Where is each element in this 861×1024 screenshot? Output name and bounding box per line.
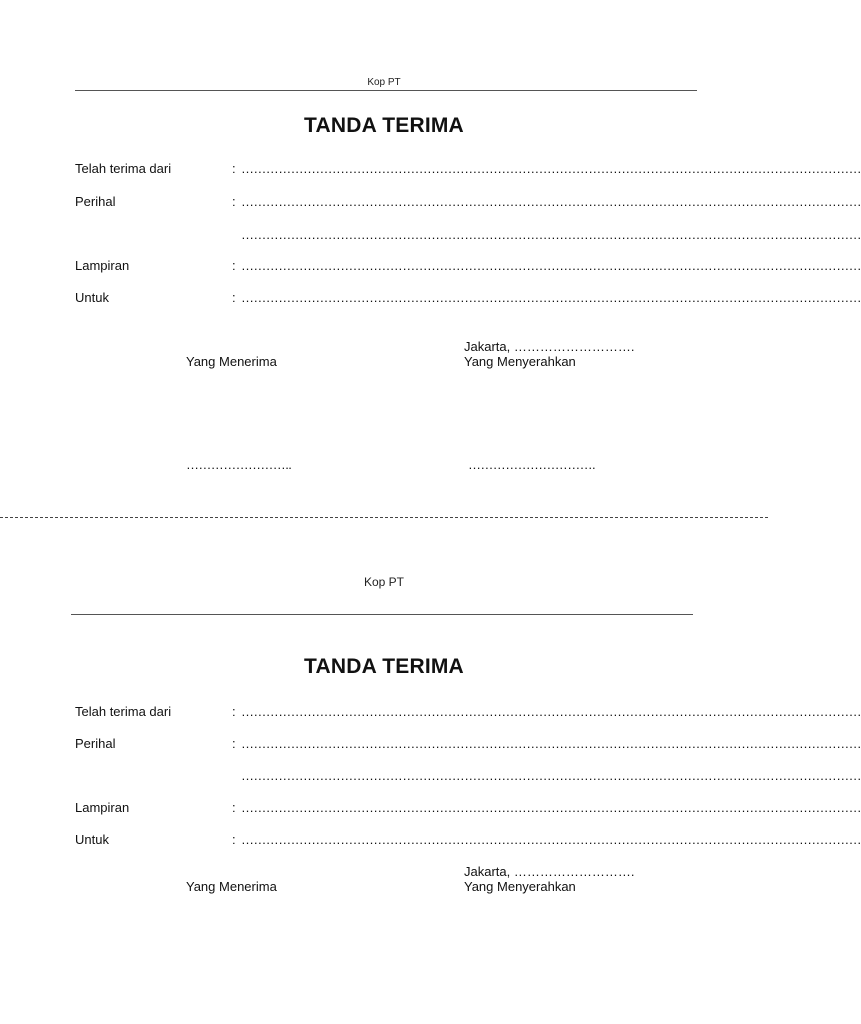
top-label-telah-terima-dari: Telah terima dari xyxy=(75,161,172,176)
top-colon-untuk: : xyxy=(232,290,236,305)
bottom-kop-pt: Kop PT xyxy=(363,575,405,589)
bottom-colon-lampiran: : xyxy=(232,800,236,815)
top-fill-perihal: …………………………………………………………………………………………………………………………………… xyxy=(241,194,861,209)
top-giver-sign-line: …………………………. xyxy=(468,457,596,472)
top-fill-telah-terima-dari: …………………………………………………………………………………………………………………………………… xyxy=(241,161,861,176)
top-title: TANDA TERIMA xyxy=(304,114,464,137)
bottom-fill-lampiran: …………………………………………………………………………………………………………………………………… xyxy=(241,800,861,815)
top-kop-pt: Kop PT xyxy=(367,77,401,88)
top-label-untuk: Untuk xyxy=(75,290,109,305)
top-fill-perihal-2: …………………………………………………………………………………………………………………………………… xyxy=(241,227,861,242)
bottom-colon-untuk: : xyxy=(232,832,236,847)
bottom-receiver-label: Yang Menerima xyxy=(186,879,277,894)
bottom-label-telah-terima-dari: Telah terima dari xyxy=(75,704,172,719)
bottom-fill-perihal: …………………………………………………………………………………………………………………………………… xyxy=(241,736,861,751)
bottom-label-lampiran: Lampiran xyxy=(75,800,130,815)
bottom-date: Jakarta, ………………………. xyxy=(464,864,635,879)
top-fill-lampiran: …………………………………………………………………………………………………………………………………… xyxy=(241,258,861,273)
top-header-rule xyxy=(75,90,697,91)
top-receiver-label: Yang Menerima xyxy=(186,354,277,369)
bottom-fill-telah-terima-dari: …………………………………………………………………………………………………………………………………… xyxy=(241,704,861,719)
top-colon-lampiran: : xyxy=(232,258,236,273)
bottom-header-rule xyxy=(71,614,693,615)
top-label-lampiran: Lampiran xyxy=(75,258,130,273)
bottom-colon-telah-terima-dari: : xyxy=(232,704,236,719)
bottom-colon-perihal: : xyxy=(232,736,236,751)
top-giver-label: Yang Menyerahkan xyxy=(464,354,576,369)
bottom-label-perihal: Perihal xyxy=(75,736,116,751)
top-colon-telah-terima-dari: : xyxy=(232,161,236,176)
bottom-label-untuk: Untuk xyxy=(75,832,109,847)
top-label-perihal: Perihal xyxy=(75,194,116,209)
bottom-title: TANDA TERIMA xyxy=(304,655,464,678)
bottom-fill-perihal-2: …………………………………………………………………………………………………………………………………… xyxy=(241,768,861,783)
bottom-giver-label: Yang Menyerahkan xyxy=(464,879,576,894)
top-receiver-sign-line: …………………….. xyxy=(186,457,292,472)
top-date: Jakarta, ………………………. xyxy=(464,339,635,354)
top-fill-untuk: …………………………………………………………………………………………………………………………………… xyxy=(241,290,861,305)
bottom-fill-untuk: …………………………………………………………………………………………………………………………………… xyxy=(241,832,861,847)
cut-line-divider xyxy=(0,517,768,518)
top-colon-perihal: : xyxy=(232,194,236,209)
